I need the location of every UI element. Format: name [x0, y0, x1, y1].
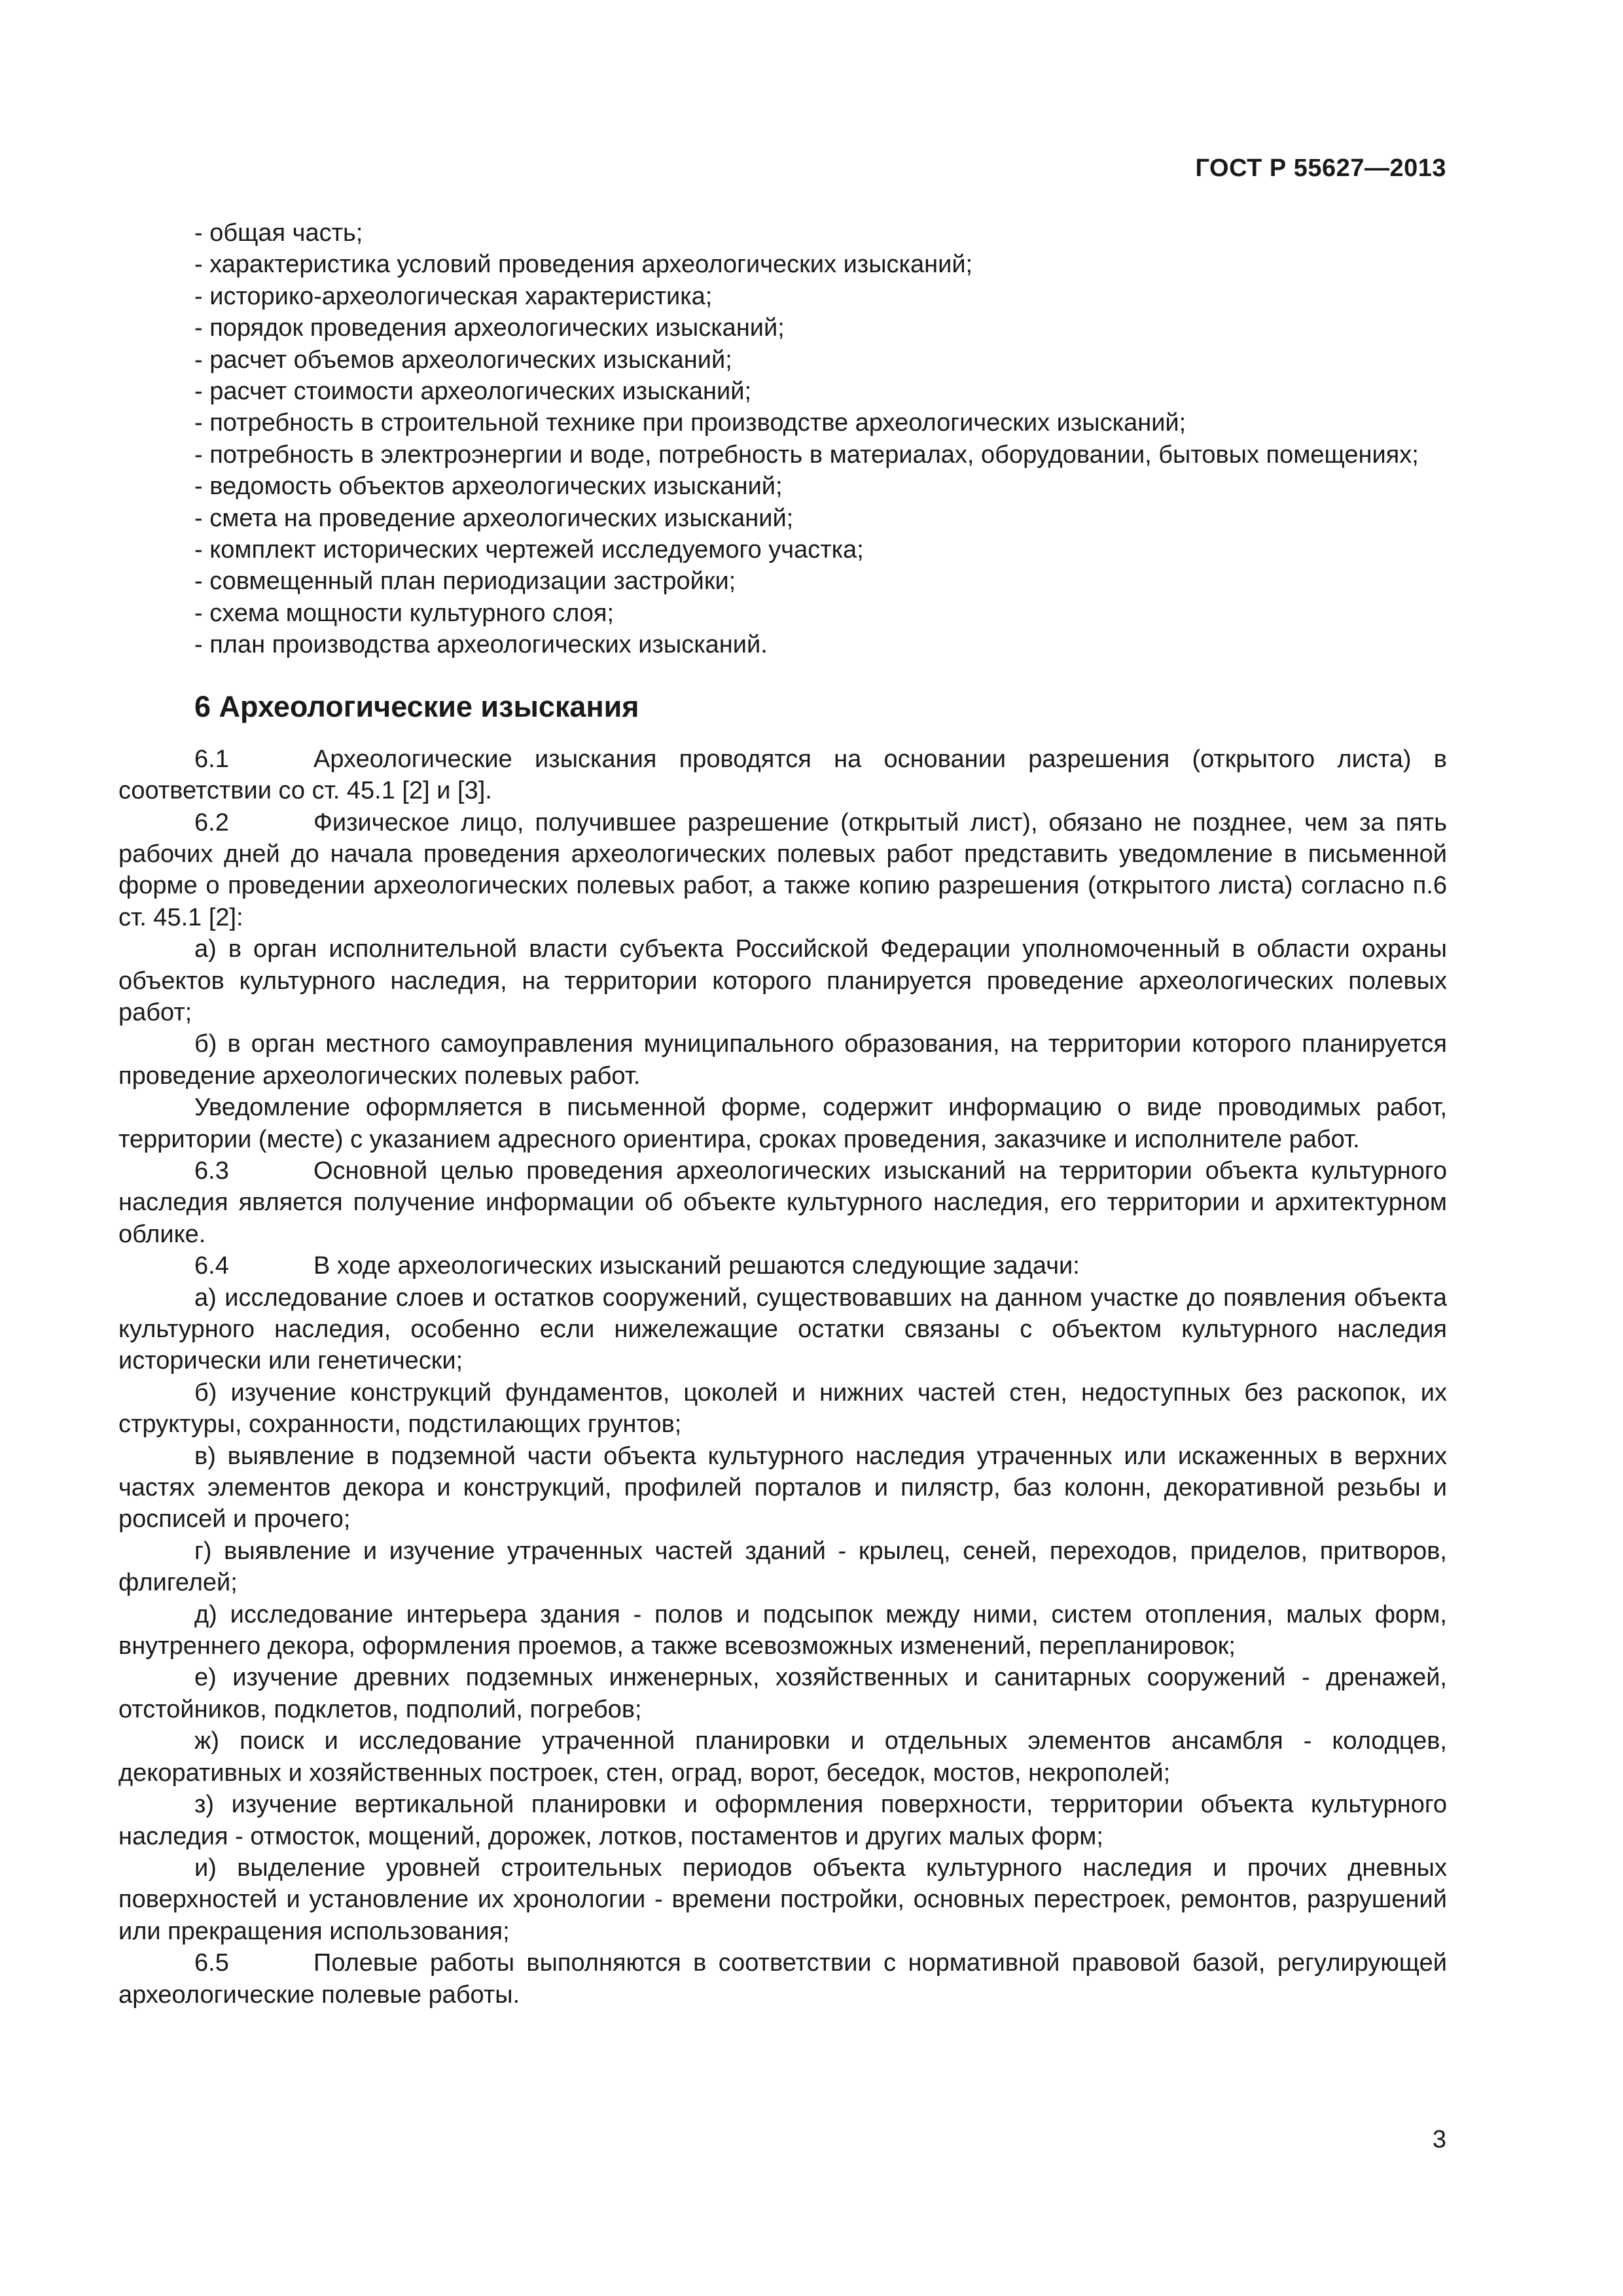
- list-item: - историко-археологическая характеристика;: [194, 282, 713, 310]
- paragraph: [118, 1947, 1447, 2011]
- paragraph-number: 6.3: [194, 1157, 229, 1185]
- section-title: 6 Археологические изыскания: [194, 689, 639, 723]
- list-item: - порядок проведения археологических изысканий;: [194, 314, 785, 342]
- list-item: - расчет объемов археологических изысканий;: [194, 346, 732, 374]
- paragraph: б) изучение конструкций фундаментов, цоколей и нижних частей стен, недоступных без раскопок, их структуры, сохранности, подстилающих грунтов;: [118, 1378, 1447, 1439]
- paragraph-number: 6.4: [194, 1252, 229, 1280]
- list-item: - ведомость объектов археологических изысканий;: [194, 473, 783, 501]
- section-body: [118, 744, 1447, 2011]
- list-item: - характеристика условий проведения археологических изысканий;: [194, 251, 973, 279]
- paragraph-text: Археологические изыскания проводятся на основании разрешения (открытого листа) в соответствии со ст. 45.1 [2] и [3].: [118, 745, 1447, 805]
- page-number: 3: [1432, 2126, 1446, 2153]
- paragraph: ж) поиск и исследование утраченной планировки и отдельных элементов ансамбля - колодцев, декоративных и хозяйственных построек, стен, оград, ворот, беседок, мостов, некрополей;: [118, 1727, 1447, 1787]
- page-content: [118, 217, 1447, 2011]
- list-item: - совмещенный план периодизации застройки;: [194, 567, 736, 596]
- paragraph: в) выявление в подземной части объекта культурного наследия утраченных или искаженных в верхних частях элементов декора и конструкций, профилей порталов и пилястр, баз колонн, декоративной резьбы и росписей и прочего;: [118, 1442, 1447, 1534]
- paragraph-text: В ходе археологических изысканий решаются следующие задачи:: [313, 1252, 1080, 1280]
- list-item: - комплект исторических чертежей исследуемого участка;: [194, 536, 864, 564]
- paragraph-number: 6.1: [194, 745, 229, 773]
- paragraph: а) в орган исполнительной власти субъекта Российской Федерации уполномоченный в области охраны объектов культурного наследия, на территории которого планируется проведение археологических полевых работ;: [118, 935, 1447, 1026]
- paragraph: и) выделение уровней строительных периодов объекта культурного наследия и прочих дневных поверхностей и установление их хронологии - времени постройки, основных перестроек, ремонтов, разрушений или прекращения использования;: [118, 1854, 1447, 1945]
- paragraph: [118, 744, 1447, 807]
- list-item: - потребность в строительной технике при производстве археологических изысканий;: [194, 409, 1186, 437]
- list-item: - план производства археологических изысканий.: [194, 631, 768, 659]
- paragraph: г) выявление и изучение утраченных частей зданий - крылец, сеней, переходов, приделов, притворов, флигелей;: [118, 1537, 1447, 1597]
- paragraph-number: 6.5: [194, 1949, 229, 1977]
- list-item: - потребность в электроэнергии и воде, потребность в материалах, оборудовании, бытовых помещениях;: [194, 440, 1419, 469]
- paragraph: б) в орган местного самоуправления муниципального образования, на территории которого планируется проведение археологических полевых работ.: [118, 1030, 1447, 1090]
- paragraph: [118, 1155, 1447, 1250]
- paragraph: Уведомление оформляется в письменной форме, содержит информацию о виде проводимых работ, территории (месте) с указанием адресного ориентира, сроках проведения, заказчике и исполнителе работ.: [118, 1094, 1447, 1153]
- paragraph: [118, 1250, 1447, 1282]
- list-item: - смета на проведение археологических изысканий;: [194, 504, 794, 532]
- list-item: - схема мощности культурного слоя;: [194, 599, 615, 627]
- paragraph-text: Физическое лицо, получившее разрешение (открытый лист), обязано не позднее, чем за пять рабочих дней до начала проведения археологических полевых работ представить уведомление в письменной форме о проведении археологических полевых работ, а также копию разрешения (открытого листа) согласно п.6 ст. 45.1 [2]:: [118, 808, 1447, 931]
- paragraph: д) исследование интерьера здания - полов и подсыпок между ними, систем отопления, малых форм, внутреннего декора, оформления проемов, а также всевозможных изменений, перепланировок;: [118, 1600, 1447, 1660]
- paragraph: з) изучение вертикальной планировки и оформления поверхности, территории объекта культурного наследия - отмосток, мощений, дорожек, лотков, постаментов и других малых форм;: [118, 1791, 1447, 1850]
- document-code: ГОСТ Р 55627—2013: [1195, 154, 1446, 182]
- requirements-list: [118, 217, 1447, 661]
- list-item: - расчет стоимости археологических изысканий;: [194, 378, 752, 406]
- paragraph-text: Основной целью проведения археологических изысканий на территории объекта культурного наследия является получение информации об объекте культурного наследия, его территории и архитектурном облике.: [118, 1157, 1447, 1248]
- paragraph: [118, 807, 1447, 934]
- paragraph-text: Полевые работы выполняются в соответствии с нормативной правовой базой, регулирующей археологические полевые работы.: [118, 1949, 1447, 2009]
- list-item: - общая часть;: [194, 219, 363, 247]
- paragraph: а) исследование слоев и остатков сооружений, существовавших на данном участке до появления объекта культурного наследия, особенно если нижележащие остатки связаны с объектом культурного наследия исторически или генетически;: [118, 1283, 1447, 1375]
- paragraph: е) изучение древних подземных инженерных, хозяйственных и санитарных сооружений - дренажей, отстойников, подклетов, подполий, погребов;: [118, 1664, 1447, 1723]
- paragraph-number: 6.2: [194, 808, 229, 836]
